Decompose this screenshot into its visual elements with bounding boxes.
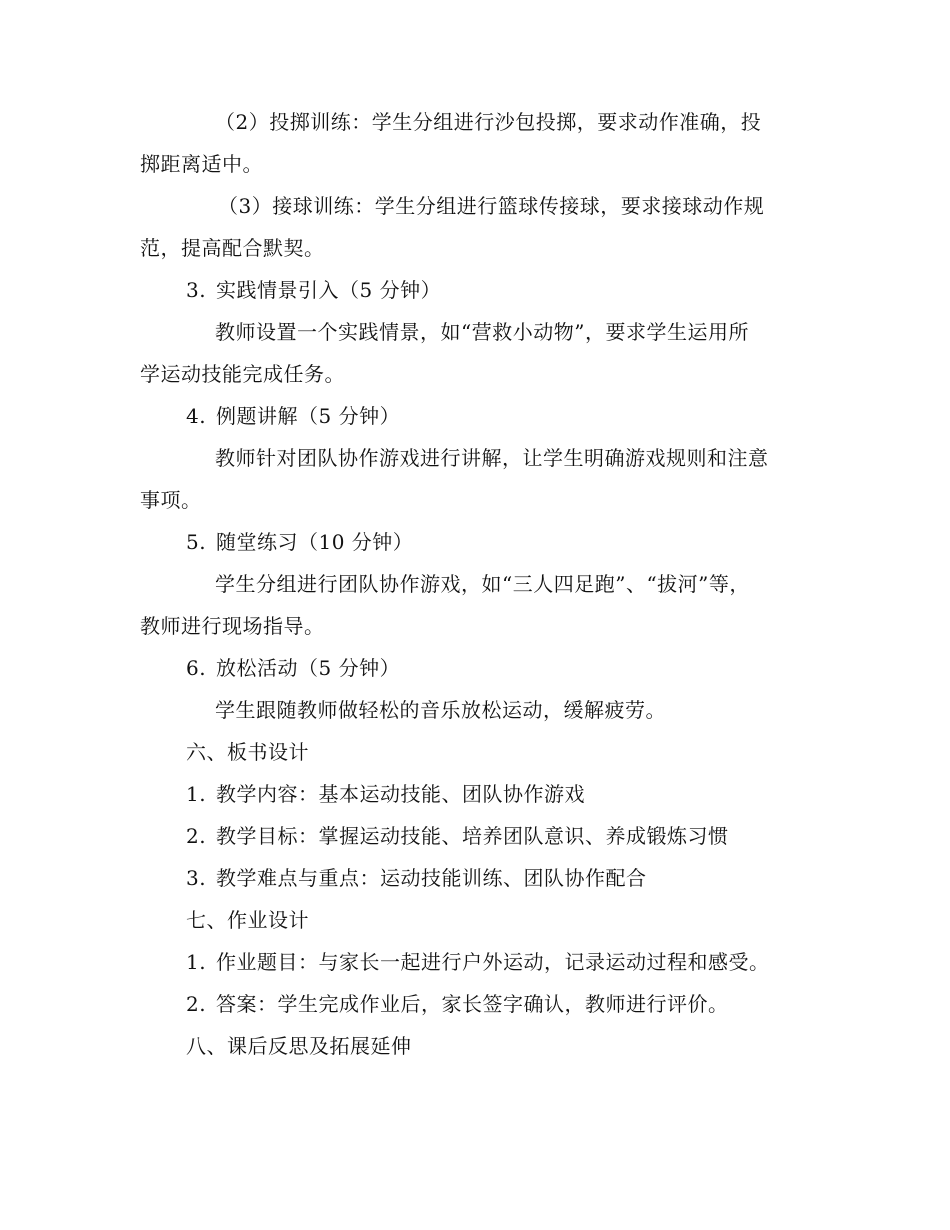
paragraph-throwing-training-continued: 掷距离适中。 (140, 152, 263, 176)
list-text: 教学难点与重点：运动技能训练、团队协作配合 (216, 866, 647, 890)
paragraph-practice-scene: 教师设置一个实践情景，如“营救小动物”，要求学生运用所 (215, 320, 749, 344)
list-number: 6. (186, 656, 207, 680)
list-number: 1. (186, 782, 207, 806)
section-title: 实践情景引入（5 分钟） (216, 278, 442, 302)
paragraph-catching-training: （3）接球训练：学生分组进行篮球传接球，要求接球动作规 (218, 194, 765, 218)
list-number: 4. (186, 404, 207, 428)
list-item-board-content (186, 782, 585, 806)
list-text: 教学目标：掌握运动技能、培养团队意识、养成锻炼习惯 (216, 824, 729, 848)
heading-board-design: 六、板书设计 (186, 740, 309, 764)
list-number: 3. (186, 866, 207, 890)
paragraph-example-explanation-continued: 事项。 (140, 488, 202, 512)
section-title: 随堂练习（10 分钟） (216, 530, 414, 554)
paragraph-classroom-exercise-continued: 教师进行现场指导。 (140, 614, 325, 638)
section-practice-scene (186, 278, 441, 302)
list-text: 教学内容：基本运动技能、团队协作游戏 (216, 782, 585, 806)
list-text: 答案：学生完成作业后，家长签字确认，教师进行评价。 (216, 992, 729, 1016)
list-item-homework-answer (186, 992, 729, 1016)
paragraph-catching-training-continued: 范，提高配合默契。 (140, 236, 325, 260)
paragraph-practice-scene-continued: 学运动技能完成任务。 (140, 362, 345, 386)
list-number: 1. (186, 950, 207, 974)
paragraph-relaxation: 学生跟随教师做轻松的音乐放松运动，缓解疲劳。 (215, 698, 666, 722)
paragraph-example-explanation: 教师针对团队协作游戏进行讲解，让学生明确游戏规则和注意 (215, 446, 769, 470)
list-number: 5. (186, 530, 207, 554)
list-item-board-focus (186, 866, 647, 890)
heading-reflection-extension: 八、课后反思及拓展延伸 (186, 1034, 412, 1058)
section-title: 例题讲解（5 分钟） (216, 404, 401, 428)
list-text: 作业题目：与家长一起进行户外运动，记录运动过程和感受。 (216, 950, 770, 974)
list-number: 2. (186, 824, 207, 848)
section-title: 放松活动（5 分钟） (216, 656, 401, 680)
section-example-explanation (186, 404, 400, 428)
list-number: 2. (186, 992, 207, 1016)
paragraph-classroom-exercise: 学生分组进行团队协作游戏，如“三人四足跑”、“拔河”等， (215, 572, 750, 596)
list-item-board-objectives (186, 824, 729, 848)
list-number: 3. (186, 278, 207, 302)
paragraph-throwing-training: （2）投掷训练：学生分组进行沙包投掷，要求动作准确，投 (215, 110, 762, 134)
heading-homework-design: 七、作业设计 (186, 908, 309, 932)
list-item-homework-topic (186, 950, 770, 974)
section-relaxation (186, 656, 400, 680)
section-classroom-exercise (186, 530, 413, 554)
